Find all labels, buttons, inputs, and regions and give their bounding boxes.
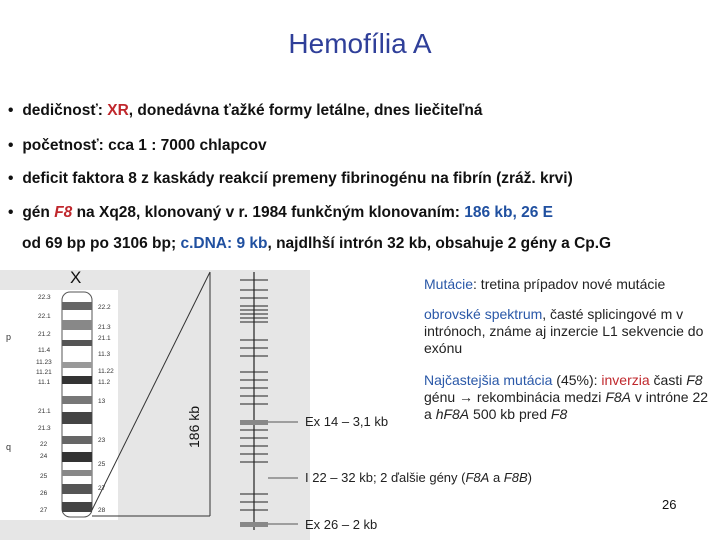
band: [62, 436, 92, 444]
gene-f8a: F8A: [605, 389, 631, 405]
gene-f8: F8: [550, 406, 568, 422]
band-label: 22: [40, 441, 48, 448]
gene-f8b: F8B: [503, 470, 528, 485]
gene-hf8a: hF8A: [435, 406, 470, 422]
band-label: 27: [40, 507, 48, 514]
band-label: 11.4: [38, 347, 51, 354]
band-label: 23: [98, 437, 106, 444]
bullet-text: , donedávna ťažké formy letálne, dnes liečiteľná: [128, 102, 483, 119]
mutations-label: Mutácie: [424, 276, 474, 292]
band-label: 25: [40, 473, 48, 480]
band-label: 21.2: [38, 331, 51, 338]
band-label: 27: [98, 485, 106, 492]
slide-title: Hemofília A: [288, 28, 432, 59]
band-label: 21.1: [38, 408, 51, 415]
band-label: 26: [40, 490, 48, 497]
gene-f8a: F8A: [465, 470, 490, 485]
band-label: 11.23: [36, 359, 52, 366]
bullet-text: od 69 bp po 3106 bp;: [22, 235, 181, 252]
band-label: 25: [98, 461, 106, 468]
gene-f8: F8: [686, 372, 703, 388]
band-xq28: [62, 502, 92, 512]
band-label: 11.2: [98, 379, 111, 386]
centromere-band: [62, 376, 92, 384]
exon-26-marker: [240, 522, 268, 527]
band-label: 13: [98, 398, 106, 405]
band-label: 11.22: [98, 368, 114, 375]
band-label: 11.21: [36, 369, 52, 376]
mutations-text: : tretina prípadov nové mutácie: [473, 276, 666, 292]
band: [62, 412, 92, 424]
arm-q-label: q: [6, 442, 12, 452]
inversion-text: 500 kb pred: [469, 406, 551, 422]
chromosome-x-label: X: [70, 268, 82, 287]
band-label: 24: [40, 453, 48, 460]
intron-text: a: [489, 470, 504, 485]
inversion-text: v intróne 22 a: [424, 389, 709, 422]
bullet-dot: •: [8, 137, 14, 154]
band-label: 11.3: [98, 351, 111, 358]
inversion-label: Najčastejšia mutácia: [424, 372, 553, 388]
band: [62, 362, 92, 368]
band: [62, 396, 92, 404]
spectrum-label: obrovské spektrum: [424, 306, 543, 322]
band-label: 22.3: [38, 294, 51, 301]
band-label: 28: [98, 507, 106, 514]
bullet-dot: •: [8, 170, 14, 187]
bullet-dot: •: [8, 204, 14, 221]
spectrum-text: , časté splicingové m v intrónoch, známe aj inzercie L1 sekvencie do exónu: [424, 306, 704, 356]
band: [62, 320, 92, 330]
band-label: 22.1: [38, 313, 51, 320]
chromosome-x-ideogram: [62, 292, 92, 517]
band-labels: [6, 294, 114, 514]
inversion-text: časti: [649, 372, 687, 388]
mutations-inversion: [424, 372, 716, 423]
cdna-size: c.DNA: 9 kb: [180, 235, 268, 252]
gene-length-label: 186 kb: [186, 405, 202, 448]
intron-22-label: [305, 470, 532, 485]
arm-p-label: p: [6, 332, 12, 342]
gene-size: 186 kb, 26 E: [464, 204, 553, 221]
gene-f8: F8: [54, 204, 73, 221]
bullet-text: na Xq28, klonovaný v r. 1984 funkčným klonovaním:: [72, 204, 465, 221]
band-label: 21.1: [98, 335, 111, 342]
bullet-text: početnosť: cca 1 : 7000 chlapcov: [22, 137, 267, 154]
bullet-text: deficit faktora 8 z kaskády reakcií premeny fibrinogénu na fibrín (zráž. krvi): [22, 170, 573, 187]
inversion-word: inverzia: [601, 372, 650, 388]
exon-14-marker: [240, 420, 268, 425]
exon-26-label: Ex 26 – 2 kb: [305, 517, 378, 532]
bullet-text: , najdlhší intrón 32 kb, obsahuje 2 gény a Cp.G: [267, 235, 612, 252]
mutations-new: [424, 276, 714, 293]
band: [62, 484, 92, 494]
inversion-text: génu → rekombinácia medzi: [424, 389, 606, 405]
xr-highlight: XR: [107, 102, 129, 119]
band: [62, 452, 92, 462]
exon-14-label: Ex 14 – 3,1 kb: [305, 414, 389, 429]
bullet-text: gén: [22, 204, 55, 221]
inversion-text: (45%):: [552, 372, 602, 388]
page-number: 26: [662, 497, 677, 512]
intron-text: ): [527, 470, 532, 485]
band: [62, 470, 92, 476]
band-label: 21.3: [98, 324, 111, 331]
band: [62, 302, 92, 310]
bullet-text: dedičnosť:: [22, 102, 108, 119]
bullet-dot: •: [8, 102, 14, 119]
band-label: 22.2: [98, 304, 111, 311]
mutations-spectrum: [424, 306, 716, 357]
band: [62, 340, 92, 346]
intron-text: I 22 – 32 kb; 2 ďalšie gény (: [305, 470, 466, 485]
band-label: 21.3: [38, 425, 51, 432]
band-label: 11.1: [38, 379, 51, 386]
